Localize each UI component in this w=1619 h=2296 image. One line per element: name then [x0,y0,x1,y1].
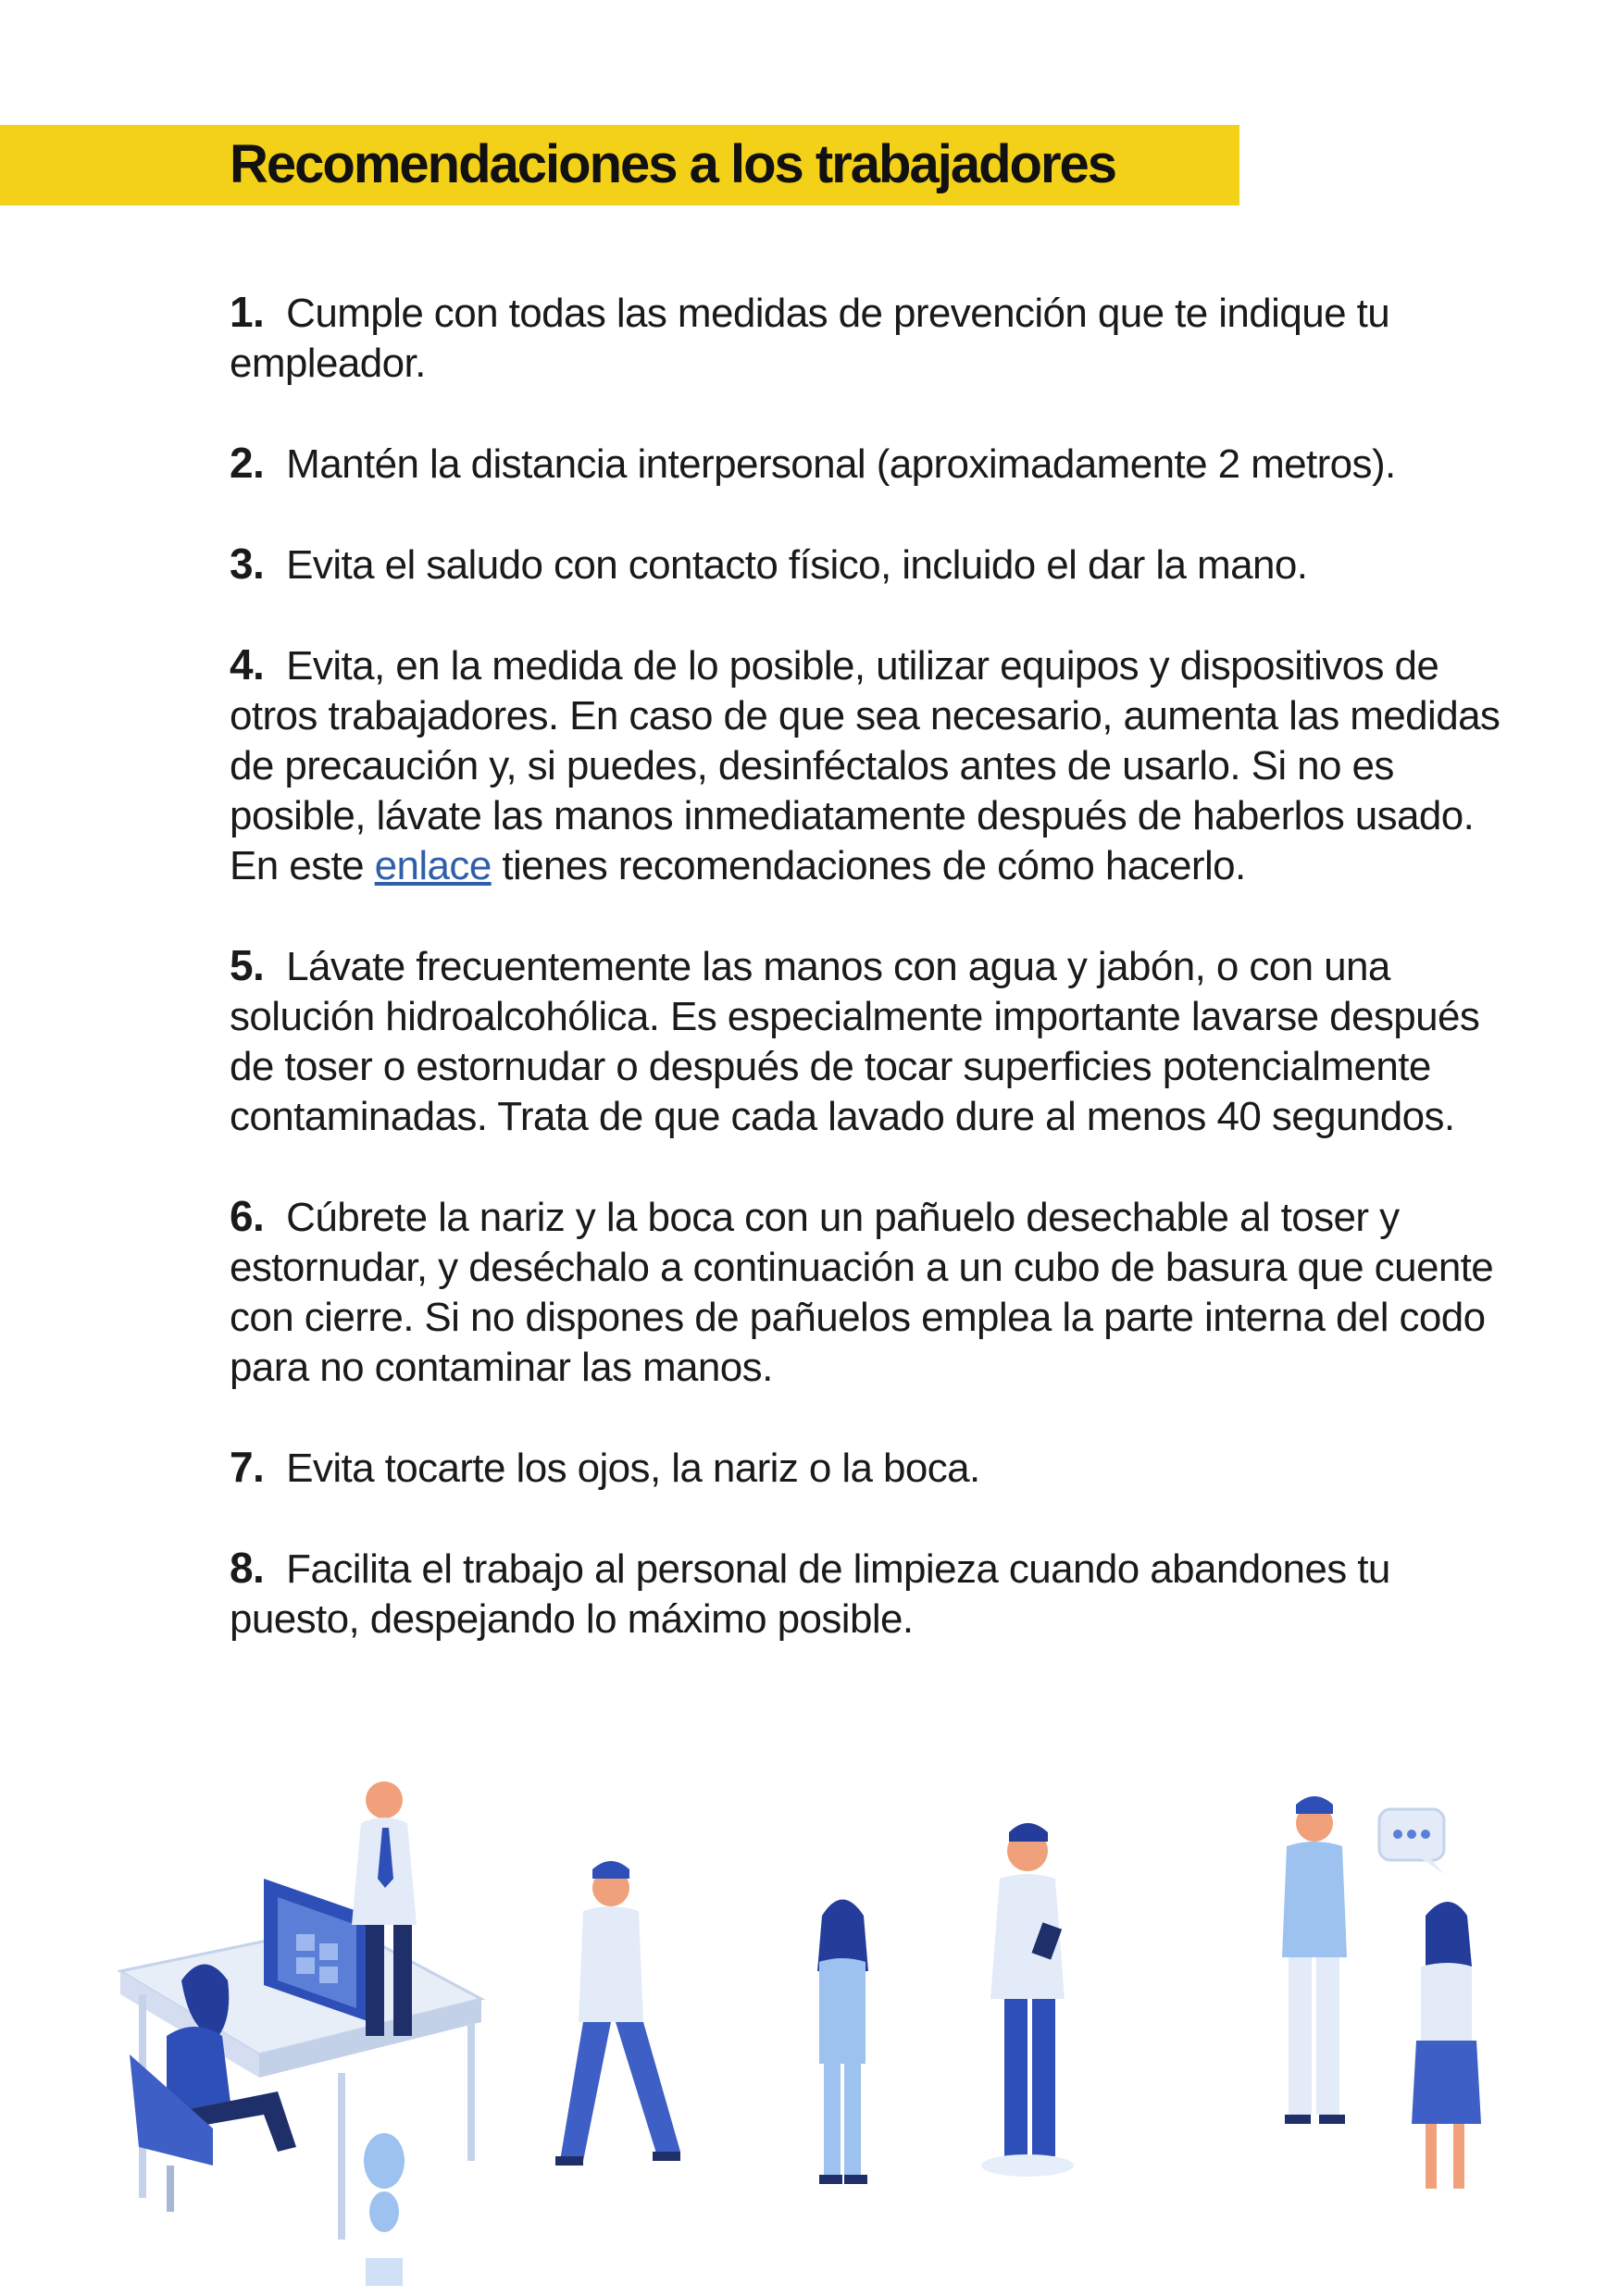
enlace-link[interactable]: enlace [374,843,492,888]
item-number: 8. [230,1544,265,1592]
man-with-tablet [981,1823,1074,2177]
item-number: 6. [230,1192,265,1240]
list-item [230,1543,1507,1644]
item-text: Facilita el trabajo al personal de limpieza cuando abandones tu puesto, despejando lo máximo posible. [230,1546,1390,1642]
woman-standing [817,1900,868,2185]
desk-scene [120,1879,481,2240]
item-number: 3. [230,540,265,588]
man-on-phone [555,1861,680,2166]
page-title: Recomendaciones a los trabajadores [230,134,1116,194]
item-text: tienes recomendaciones de cómo hacerlo. [502,843,1246,888]
item-number: 2. [230,439,265,487]
list-item [230,539,1507,590]
office-workers-illustration [0,1758,1619,2296]
list-item [230,1442,1507,1494]
item-text: Cumple con todas las medidas de prevención que te indique tu empleador. [230,291,1390,386]
list-item [230,287,1507,389]
list-item [230,1191,1507,1393]
item-number: 7. [230,1443,265,1491]
speech-bubble-icon [1379,1809,1444,1874]
item-text: Lávate frecuentemente las manos con agua y jabón, o con una solución hidroalcohólica. Es especialmente importante lavarse después de toser o estornudar o después de tocar superficies potencialmente contaminadas. Trata de que cada lavado dure al menos 40 segundos. [230,944,1480,1139]
recommendations-list [230,287,1507,1694]
item-text: Evita tocarte los ojos, la nariz o la boca. [286,1446,980,1491]
potted-plant [364,2133,405,2286]
item-number: 5. [230,941,265,989]
item-text: Evita el saludo con contacto físico, incluido el dar la mano. [286,542,1308,588]
list-item [230,639,1507,891]
item-text: Evita, en la medida de lo posible, utilizar equipos y dispositivos de otros trabajadores. En caso de que sea necesario, aumenta las medidas de precaución y, si puedes, desinféctalos antes de usarlo. Si no es posible, lávate las manos inmediatamente después de haberlos usado. En este [230,643,1501,888]
item-number: 1. [230,288,265,336]
list-item [230,940,1507,1142]
item-text: Cúbrete la nariz y la boca con un pañuelo desechable al toser y estornudar, y deséchalo a continuación a un cubo de basura que cuente con cierre. Si no dispones de pañuelos emplea la parte interna del codo para no contaminar las manos. [230,1195,1494,1390]
man-crossed-arms [1282,1796,1347,2124]
item-text: Mantén la distancia interpersonal (aproximadamente 2 metros). [286,441,1396,487]
list-item [230,438,1507,490]
item-number: 4. [230,640,265,689]
woman-pointing [1412,1902,1481,2189]
